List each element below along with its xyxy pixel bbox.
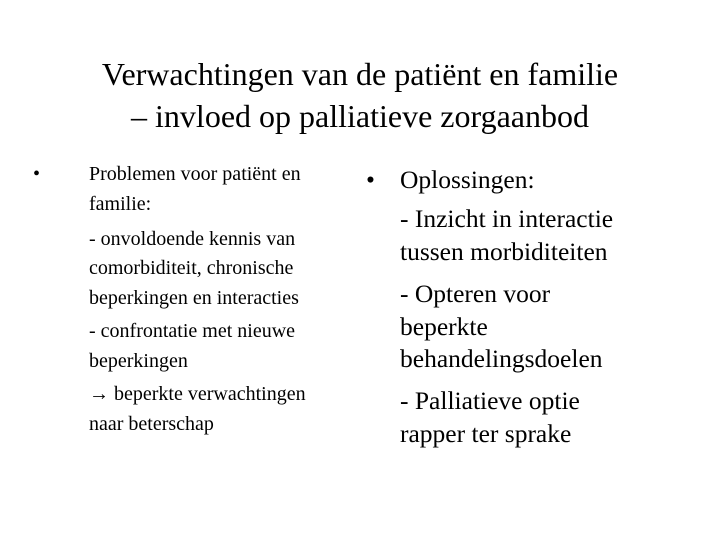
title-line-2: – invloed op palliatieve zorgaanbod xyxy=(131,98,589,134)
right-line: - Opteren voor xyxy=(400,279,551,308)
left-line: beperkingen en interacties xyxy=(89,287,299,309)
left-line: - confrontatie met nieuwe xyxy=(89,320,296,342)
right-line: beperkte xyxy=(400,312,488,341)
left-line: beperkingen xyxy=(89,350,188,372)
right-line: - Palliatieve optie xyxy=(400,386,580,415)
left-line: naar beterschap xyxy=(89,413,214,435)
bullet-icon: • xyxy=(33,163,41,185)
left-line: Problemen voor patiënt en xyxy=(89,163,301,185)
left-line: familie: xyxy=(89,193,152,215)
left-line: → beperkte verwachtingen xyxy=(89,383,306,405)
right-line: behandelingsdoelen xyxy=(400,344,603,373)
left-line: comorbiditeit, chronische xyxy=(89,257,294,279)
right-line: Oplossingen: xyxy=(400,165,535,194)
right-line: rapper ter sprake xyxy=(400,419,572,448)
left-line: - onvoldoende kennis van xyxy=(89,228,296,250)
right-line: - Inzicht in interactie xyxy=(400,204,614,233)
right-line: tussen morbiditeiten xyxy=(400,237,608,266)
title-line-1: Verwachtingen van de patiënt en familie xyxy=(101,56,619,92)
bullet-icon: • xyxy=(366,165,375,194)
